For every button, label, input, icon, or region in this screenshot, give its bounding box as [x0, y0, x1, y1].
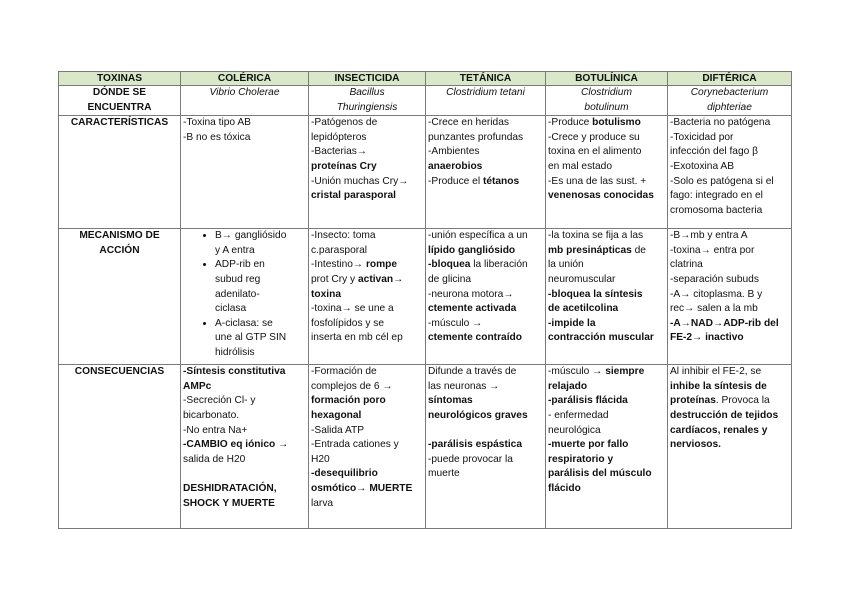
list-item: • B→ gangliósido y A entra: [215, 229, 306, 258]
toxins-table: [58, 71, 792, 529]
consecuencias-difterica: Al inhibir el FE-2, se inhibe la síntesis de proteínas. Provoca la destrucción de tejidos cardíacos, renales y nerviosos.: [668, 365, 792, 529]
organism-insecticida: Bacillus Thuringiensis: [309, 86, 426, 116]
mecanismo-tetanica: -unión específica a un lípido gangliósido -bloquea la liberación de glicina -neurona motora→ ctemente activada -músculo → ctemente contraído: [426, 229, 546, 365]
header-difterica: DIFTÉRICA: [668, 72, 792, 86]
header-insecticida: INSECTICIDA: [309, 72, 426, 86]
consecuencias-colerica: -Síntesis constitutiva AMPc -Secreción Cl- y bicarbonato. -No entra Na+ -CAMBIO eq iónico → salida de H20 DESHIDRATACIÓN, SHOCK Y MUERTE: [181, 365, 309, 529]
row-label-consecuencias: CONSECUENCIAS: [59, 365, 181, 529]
row-label-donde: DÓNDE SE ENCUENTRA: [59, 86, 181, 116]
caracteristicas-difterica: -Bacteria no patógena -Toxicidad por infección del fago β -Exotoxina AB -Solo es patógena si el fago: integrado en el cromosoma bacteria: [668, 116, 792, 229]
mecanismo-botulinica: -la toxina se fija a las mb presinápticas de la unión neuromuscular -bloquea la síntesis de acetilcolina -impide la contracción muscular: [546, 229, 668, 365]
caracteristicas-tetanica: -Crece en heridas punzantes profundas -Ambientes anaerobios -Produce el tétanos: [426, 116, 546, 229]
consecuencias-insecticida: -Formación de complejos de 6 → formación poro hexagonal -Salida ATP -Entrada cationes y H20 -desequilibrio osmótico→ MUERTE larva: [309, 365, 426, 529]
row-consecuencias: [59, 365, 792, 529]
caracteristicas-botulinica: -Produce botulismo -Crece y produce su toxina en el alimento en mal estado -Es una de las sust. + venenosas conocidas: [546, 116, 668, 229]
mecanismo-insecticida: -Insecto: toma c.parasporal -Intestino→ rompe prot Cry y activan→ toxina -toxina→ se une a fosfolípidos y se inserta en mb cél ep: [309, 229, 426, 365]
header-toxinas: TOXINAS: [59, 72, 181, 86]
organism-botulinica: Clostridium botulinum: [546, 86, 668, 116]
mecanismo-colerica-list: [183, 229, 306, 360]
mecanismo-colerica: [181, 229, 309, 365]
row-mecanismo: [59, 229, 792, 365]
mecanismo-difterica: -B→mb y entra A -toxina→ entra por clatrina -separación subuds -A→ citoplasma. B y rec→ salen a la mb -A→NAD→ADP-rib del FE-2→ inactivo: [668, 229, 792, 365]
list-item: • A-ciclasa: se une al GTP SIN hidrólisis: [215, 317, 306, 361]
header-tetanica: TETÁNICA: [426, 72, 546, 86]
consecuencias-tetanica: Difunde a través de las neuronas → síntomas neurológicos graves -parálisis espástica -puede provocar la muerte: [426, 365, 546, 529]
row-caracteristicas: [59, 116, 792, 229]
organism-tetanica: Clostridium tetani: [426, 86, 546, 116]
organism-difterica: Corynebacterium diphteriae: [668, 86, 792, 116]
caracteristicas-insecticida: -Patógenos de lepidópteros -Bacterias→ proteínas Cry -Unión muchas Cry→ cristal parasporal: [309, 116, 426, 229]
list-item: • ADP-rib en subud reg adenilato- ciclasa: [215, 258, 306, 316]
header-row: [59, 72, 792, 86]
row-donde-se-encuentra: [59, 86, 792, 116]
consecuencias-botulinica: -músculo → siempre relajado -parálisis flácida - enfermedad neurológica -muerte por fallo respiratorio y parálisis del músculo flácido: [546, 365, 668, 529]
header-colerica: COLÉRICA: [181, 72, 309, 86]
organism-colerica: Vibrio Cholerae: [181, 86, 309, 116]
header-botulinica: BOTULÍNICA: [546, 72, 668, 86]
row-label-caracteristicas: CARACTERÍSTICAS: [59, 116, 181, 229]
row-label-mecanismo: MECANISMO DE ACCIÓN: [59, 229, 181, 365]
caracteristicas-colerica: -Toxina tipo AB -B no es tóxica: [181, 116, 309, 229]
